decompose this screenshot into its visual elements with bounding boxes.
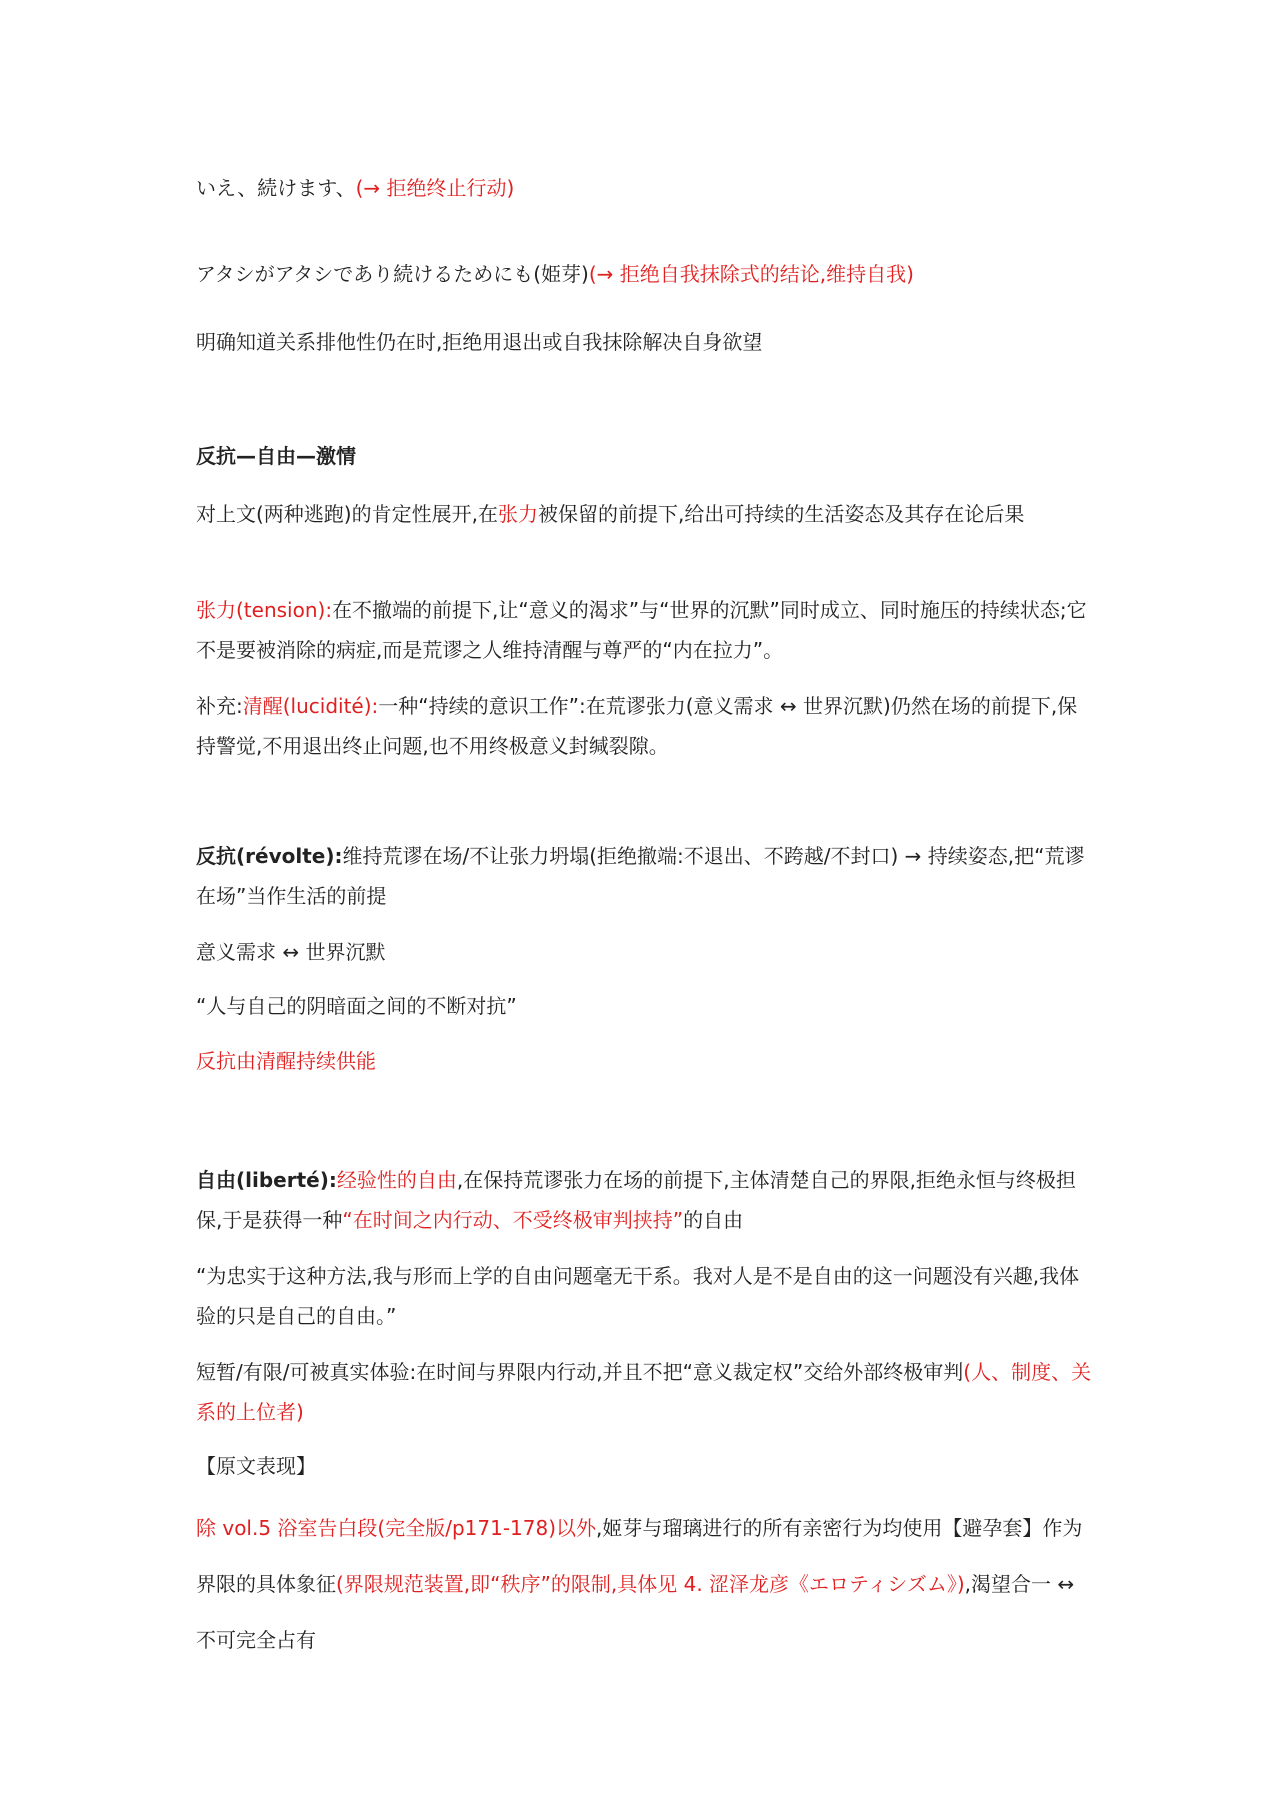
paragraph-quote-1	[196, 986, 1096, 1026]
text: 维持荒谬在场/不让张力坍塌(拒绝撤端:不退出、不跨越/不封口) → 持续姿态,把“荒谬在场”当作生活的前提	[196, 844, 1085, 908]
text: 反抗由清醒持续供能	[196, 1049, 376, 1073]
paragraph-tension	[196, 590, 1096, 670]
text: アタシがアタシであり続けるためにも(姫芽)	[196, 262, 589, 286]
annotation: (界限规范装置,即“秩序”的限制,具体见 4. 涩泽龙彦《エロティシズム》)	[336, 1572, 965, 1596]
paragraph-2	[196, 254, 1096, 294]
heading-text: 反抗—自由—激情	[196, 444, 356, 468]
text: 【原文表现】	[196, 1454, 316, 1478]
term: 自由(liberté):	[196, 1168, 337, 1192]
text: 在不撤端的前提下,让“意义的渴求”与“世界的沉默”同时成立、同时施压的持续状态;它不是要被消除的病症,而是荒谬之人维持清醒与尊严的“内在拉力”。	[196, 598, 1087, 662]
text: “为忠实于这种方法,我与形而上学的自由问题毫无干系。我对人是不是自由的这一问题没有兴趣,我体验的只是自己的自由。”	[196, 1264, 1080, 1328]
paragraph-intro	[196, 494, 1096, 534]
text: 的自由	[683, 1208, 744, 1232]
text: 对上文(两种逃跑)的肯定性展开,在	[196, 502, 498, 526]
annotation: (→ 拒绝终止行动)	[355, 176, 515, 200]
paragraph-red-note	[196, 1041, 1096, 1081]
section-heading	[196, 436, 1096, 476]
text: 补充:	[196, 694, 243, 718]
annotation: (→ 拒绝自我抹除式的结论,维持自我)	[588, 262, 914, 286]
annotation: (人、制度、关系的上位者)	[196, 1360, 1092, 1424]
paragraph-revolte	[196, 836, 1096, 916]
term: 清醒(lucidité):	[242, 694, 379, 718]
paragraph-finite	[196, 1352, 1096, 1432]
paragraph-meaning	[196, 932, 1096, 972]
term: 张力(tension):	[196, 598, 333, 622]
text: 被保留的前提下,给出可持续的生活姿态及其存在论后果	[537, 502, 1025, 526]
paragraph-3	[196, 322, 1096, 362]
text: ,在保持荒谬张力在场的前提下,主体清楚自己的界限,拒绝永恒与终极担保,于是获得一种	[196, 1168, 1076, 1232]
paragraph-lucidite	[196, 686, 1096, 766]
text: “人与自己的阴暗面之间的不断对抗”	[196, 994, 517, 1018]
paragraph-source-body	[196, 1500, 1096, 1668]
term: 反抗(révolte):	[196, 844, 343, 868]
paragraph-1	[196, 168, 1096, 208]
text: 意义需求 ↔ 世界沉默	[196, 940, 386, 964]
text: 一种“持续的意识工作”:在荒谬张力(意义需求 ↔ 世界沉默)仍然在场的前提下,保持警觉,不用退出终止问题,也不用终极意义封缄裂隙。	[196, 694, 1078, 758]
text: ,渴望合一 ↔ 不可完全占有	[196, 1572, 1075, 1652]
paragraph-liberte	[196, 1160, 1096, 1240]
term-tension: 张力	[497, 502, 538, 526]
paragraph-quote-2	[196, 1256, 1096, 1336]
text: いえ、続けます、	[196, 176, 356, 200]
highlight: “在时间之内行动、不受终极审判挟持”	[342, 1208, 684, 1232]
highlight: 经验性的自由	[336, 1168, 457, 1192]
text: 明确知道关系排他性仍在时,拒绝用退出或自我抹除解决自身欲望	[196, 330, 763, 354]
text: ,姬芽与瑠璃进行的所有亲密行为均使用【避孕套】作为界限的具体象征	[196, 1516, 1083, 1596]
text: 短暂/有限/可被真实体验:在时间与界限内行动,并且不把“意义裁定权”交给外部终极审判	[196, 1360, 964, 1384]
paragraph-source-heading	[196, 1446, 1096, 1486]
highlight: 除 vol.5 浴室告白段(完全版/p171-178)以外	[196, 1516, 597, 1540]
